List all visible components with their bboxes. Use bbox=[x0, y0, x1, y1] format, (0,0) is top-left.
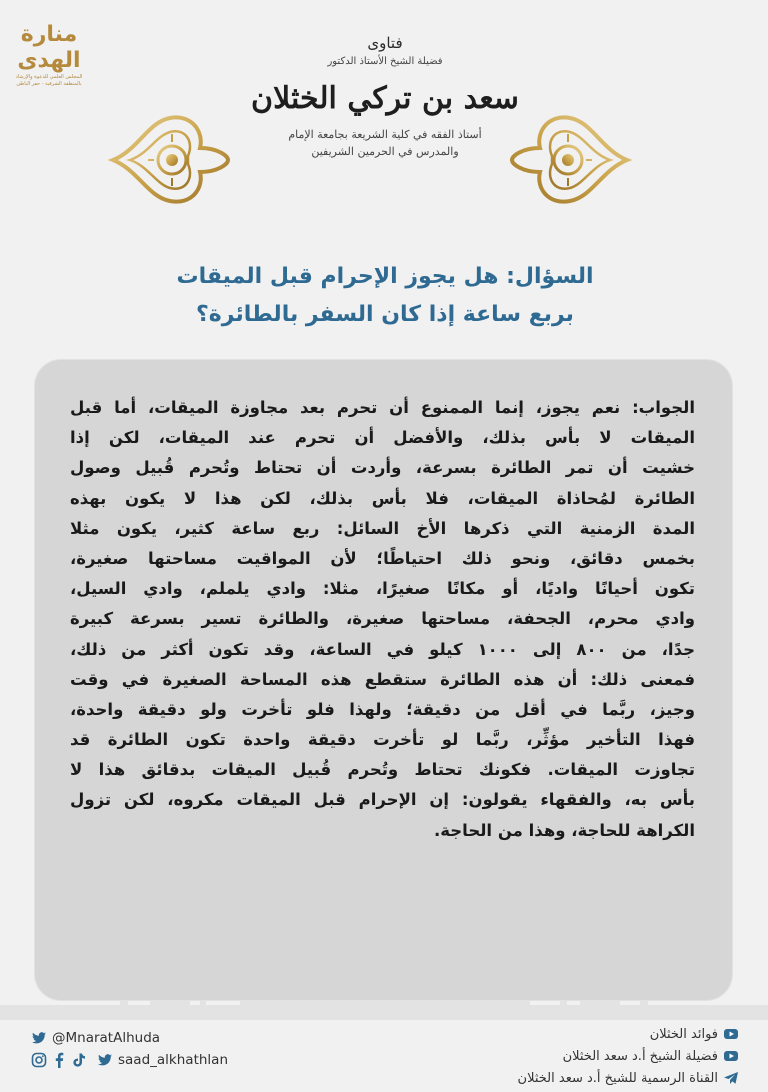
answer-line: الميقات لا بأس بذلك، والأفضل أن تحرم عند الميقات، لكن إذا bbox=[70, 428, 695, 448]
channel-2-label: فضيلة الشيخ أ.د سعد الخثلان bbox=[562, 1048, 718, 1064]
answer-line: الكراهة للحاجة، وهذا من الحاجة. bbox=[433, 820, 695, 840]
answer-line: بأس به، والفقهاء يقولون: إن الإحرام قبل الميقات مكروه، لكن تزول bbox=[70, 790, 695, 810]
facebook-icon bbox=[54, 1052, 64, 1068]
answer-line: وجيز، ربَّما في أقل من دقيقة؛ ولهذا فلو تأخرت ولو دقيقة واحدة، bbox=[70, 699, 695, 719]
sheikh-desc-1: أستاذ الفقه في كلية الشريعة بجامعة الإمام bbox=[288, 128, 482, 141]
answer-text bbox=[70, 393, 695, 846]
tiktok-icon bbox=[71, 1052, 87, 1068]
logo-text: منارة الهدى bbox=[17, 22, 81, 73]
footer-channel-1[interactable] bbox=[414, 1023, 744, 1045]
answer-line: جدًا، من ٨٠٠ إلى ١٠٠٠ كيلو في الساعة، وقد تكون أكثر من ذلك، bbox=[70, 639, 695, 659]
footer-channel-3[interactable] bbox=[414, 1067, 744, 1089]
instagram-icon bbox=[31, 1052, 47, 1068]
youtube-icon bbox=[723, 1048, 739, 1064]
question-line-1: السؤال: هل يجوز الإحرام قبل الميقات bbox=[176, 264, 594, 289]
question-block bbox=[90, 258, 680, 334]
answer-line: وادي محرم، الجحفة، مساحتها صغيرة، والطائرة تسير بسرعة كبيرة bbox=[70, 609, 695, 629]
channel-3-label: القناة الرسمية للشيخ أ.د سعد الخثلان bbox=[517, 1070, 718, 1086]
answer-line: خشيت أن تمر الطائرة بسرعة، وأردت أن تحتاط وتُحرم قُبيل وصول bbox=[70, 458, 695, 478]
question-line-2: بربع ساعة إذا كان السفر بالطائرة؟ bbox=[196, 302, 574, 327]
footer-social-row[interactable] bbox=[26, 1049, 326, 1071]
logo-subtitle-1: المجلس العلمي للدعوة والإرشاد bbox=[15, 74, 83, 80]
sheikh-name: سعد بن تركي الخثلان bbox=[251, 81, 519, 116]
twitter-handle: @MnaratAlhuda bbox=[52, 1030, 161, 1046]
footer-social-left bbox=[26, 1027, 326, 1071]
answer-line: تكون أحيانًا واديًا، أو مكانًا صغيرًا، مثلا: وادي يلملم، وادي السيل، bbox=[70, 579, 695, 599]
footer-channel-2[interactable] bbox=[414, 1045, 744, 1067]
answer-line: فهذا التأخير مؤثِّر، ربَّما لو تأخرت دقيقة واحدة تكون الطائرة قد bbox=[70, 730, 695, 750]
footer-channels-right bbox=[414, 1023, 744, 1089]
logo-subtitle-2: بالمنطقة الشرقية - حفر الباطن bbox=[16, 81, 82, 87]
telegram-icon bbox=[723, 1070, 739, 1086]
sheikh-title: فضيلة الشيخ الأستاذ الدكتور bbox=[327, 56, 443, 67]
left-ornament-icon bbox=[108, 112, 233, 207]
footer-twitter-row[interactable] bbox=[26, 1027, 326, 1049]
header-title-block bbox=[230, 28, 540, 160]
youtube-icon bbox=[723, 1026, 739, 1042]
twitter-icon bbox=[31, 1030, 47, 1046]
answer-line: الطائرة لمُحاذاة الميقات، فلا بأس بذلك، لكن هذا لا يكون بهذه bbox=[70, 488, 695, 508]
answer-line: بخمس دقائق، ونحو ذلك احتياطًا؛ لأن المواقيت مساحتها صغيرة، bbox=[70, 548, 695, 568]
footer bbox=[0, 1015, 768, 1092]
social-handle: saad_alkhathlan bbox=[118, 1052, 228, 1068]
answer-line: الجواب: نعم يجوز، إنما الممنوع أن تحرم بعد مجاوزة الميقات، أما قبل bbox=[70, 398, 695, 417]
brand-logo bbox=[14, 22, 84, 88]
fatawa-label: فتاوى bbox=[367, 34, 403, 52]
channel-1-label: فوائد الخثلان bbox=[649, 1026, 718, 1042]
answer-line: المدة الزمنية التي ذكرها الأخ السائل: ربع ساعة كثير، يكون مثلا bbox=[70, 518, 695, 538]
sheikh-desc-2: والمدرس في الحرمين الشريفين bbox=[311, 145, 459, 158]
twitter-icon bbox=[97, 1052, 113, 1068]
answer-line: فمعنى ذلك: أن هذه الطائرة ستقطع هذه المساحة الصغيرة في وقت bbox=[70, 669, 695, 689]
answer-line: تجاوزت الميقات. فكونك تحتاط وتُحرم قُبيل الميقات بدقائق هذا لا bbox=[70, 760, 695, 780]
